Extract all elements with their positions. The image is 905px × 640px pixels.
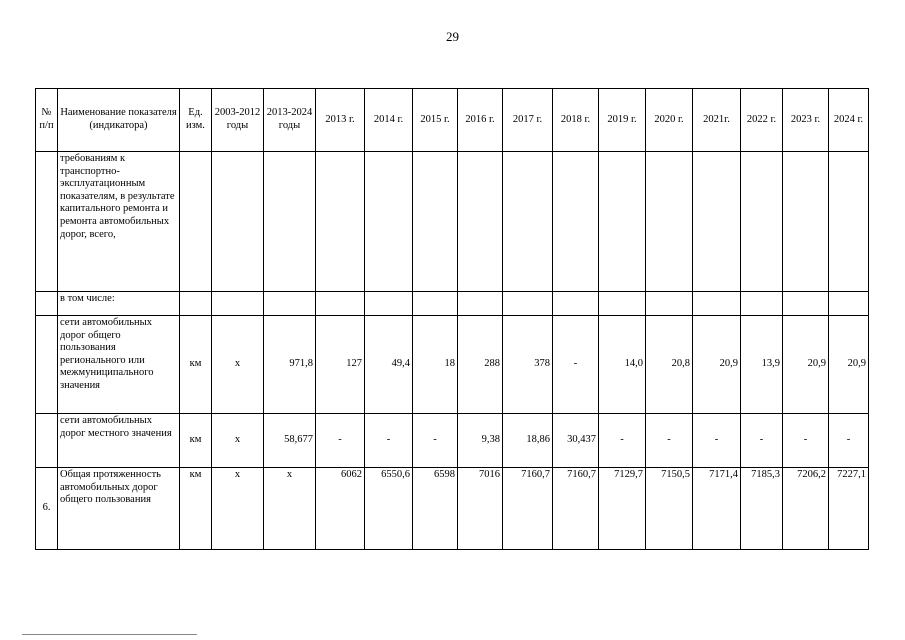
indicator-name: сети автомобильных дорог местного значения: [58, 414, 180, 468]
header-year: 2013 г.: [316, 89, 365, 152]
value-cell: 7227,1: [829, 468, 869, 550]
value-cell: х: [212, 468, 264, 550]
value-cell: 13,9: [741, 316, 783, 414]
row-number: 6.: [36, 468, 58, 550]
value-cell: 20,9: [783, 316, 829, 414]
value-cell: 7171,4: [693, 468, 741, 550]
value-cell: 288: [458, 316, 503, 414]
value-cell: 378: [503, 316, 553, 414]
header-row: [36, 89, 869, 152]
value-cell: 18,86: [503, 414, 553, 468]
value-cell: 7016: [458, 468, 503, 550]
header-year: 2015 г.: [413, 89, 458, 152]
header-period-2003-2012: 2003-2012 годы: [212, 89, 264, 152]
indicator-name: в том числе:: [58, 292, 180, 316]
header-year: 2020 г.: [646, 89, 693, 152]
value-cell: 7160,7: [553, 468, 599, 550]
value-cell: 7185,3: [741, 468, 783, 550]
value-cell: 20,9: [693, 316, 741, 414]
header-year: 2019 г.: [599, 89, 646, 152]
header-year: 2016 г.: [458, 89, 503, 152]
header-year: 2021г.: [693, 89, 741, 152]
unit-cell: км: [180, 414, 212, 468]
indicator-name: сети автомобильных дорог общего пользования регионального или межмуниципального значения: [58, 316, 180, 414]
unit-cell: км: [180, 316, 212, 414]
value-cell: -: [646, 414, 693, 468]
header-year: 2023 г.: [783, 89, 829, 152]
value-cell: 971,8: [264, 316, 316, 414]
table-row: [36, 152, 869, 292]
header-period-2013-2024: 2013-2024 годы: [264, 89, 316, 152]
page-number: 29: [446, 29, 459, 44]
table-row: [36, 468, 869, 550]
value-cell: 127: [316, 316, 365, 414]
header-unit: Ед. изм.: [180, 89, 212, 152]
value-cell: -: [413, 414, 458, 468]
value-cell: -: [365, 414, 413, 468]
header-year: 2024 г.: [829, 89, 869, 152]
value-cell: 7160,7: [503, 468, 553, 550]
value-cell: х: [264, 468, 316, 550]
value-cell: 20,8: [646, 316, 693, 414]
header-year: 2017 г.: [503, 89, 553, 152]
value-cell: 6062: [316, 468, 365, 550]
value-cell: 20,9: [829, 316, 869, 414]
value-cell: 58,677: [264, 414, 316, 468]
value-cell: х: [212, 316, 264, 414]
value-cell: 49,4: [365, 316, 413, 414]
value-cell: 6550,6: [365, 468, 413, 550]
unit-cell: км: [180, 468, 212, 550]
table-row: [36, 292, 869, 316]
value-cell: 30,437: [553, 414, 599, 468]
header-year: 2018 г.: [553, 89, 599, 152]
header-name: Наименование показателя (индикатора): [58, 89, 180, 152]
header-year: 2022 г.: [741, 89, 783, 152]
table-row: [36, 414, 869, 468]
indicator-name: требованиям к транспортно-эксплуатационным показателям, в результате капитального ремонта и ремонта автомобильных дорог, всего,: [58, 152, 180, 292]
table-row: [36, 316, 869, 414]
value-cell: х: [212, 414, 264, 468]
header-year: 2014 г.: [365, 89, 413, 152]
value-cell: 7129,7: [599, 468, 646, 550]
value-cell: -: [553, 316, 599, 414]
value-cell: -: [599, 414, 646, 468]
value-cell: 7206,2: [783, 468, 829, 550]
indicator-name: Общая протяженность автомобильных дорог общего пользования: [58, 468, 180, 550]
value-cell: 9,38: [458, 414, 503, 468]
value-cell: 7150,5: [646, 468, 693, 550]
footer-rule: [22, 634, 197, 635]
value-cell: -: [693, 414, 741, 468]
value-cell: 6598: [413, 468, 458, 550]
value-cell: -: [783, 414, 829, 468]
value-cell: 18: [413, 316, 458, 414]
value-cell: -: [741, 414, 783, 468]
header-num: № п/п: [36, 89, 58, 152]
value-cell: -: [829, 414, 869, 468]
value-cell: 14,0: [599, 316, 646, 414]
indicators-table: [35, 88, 869, 550]
value-cell: -: [316, 414, 365, 468]
